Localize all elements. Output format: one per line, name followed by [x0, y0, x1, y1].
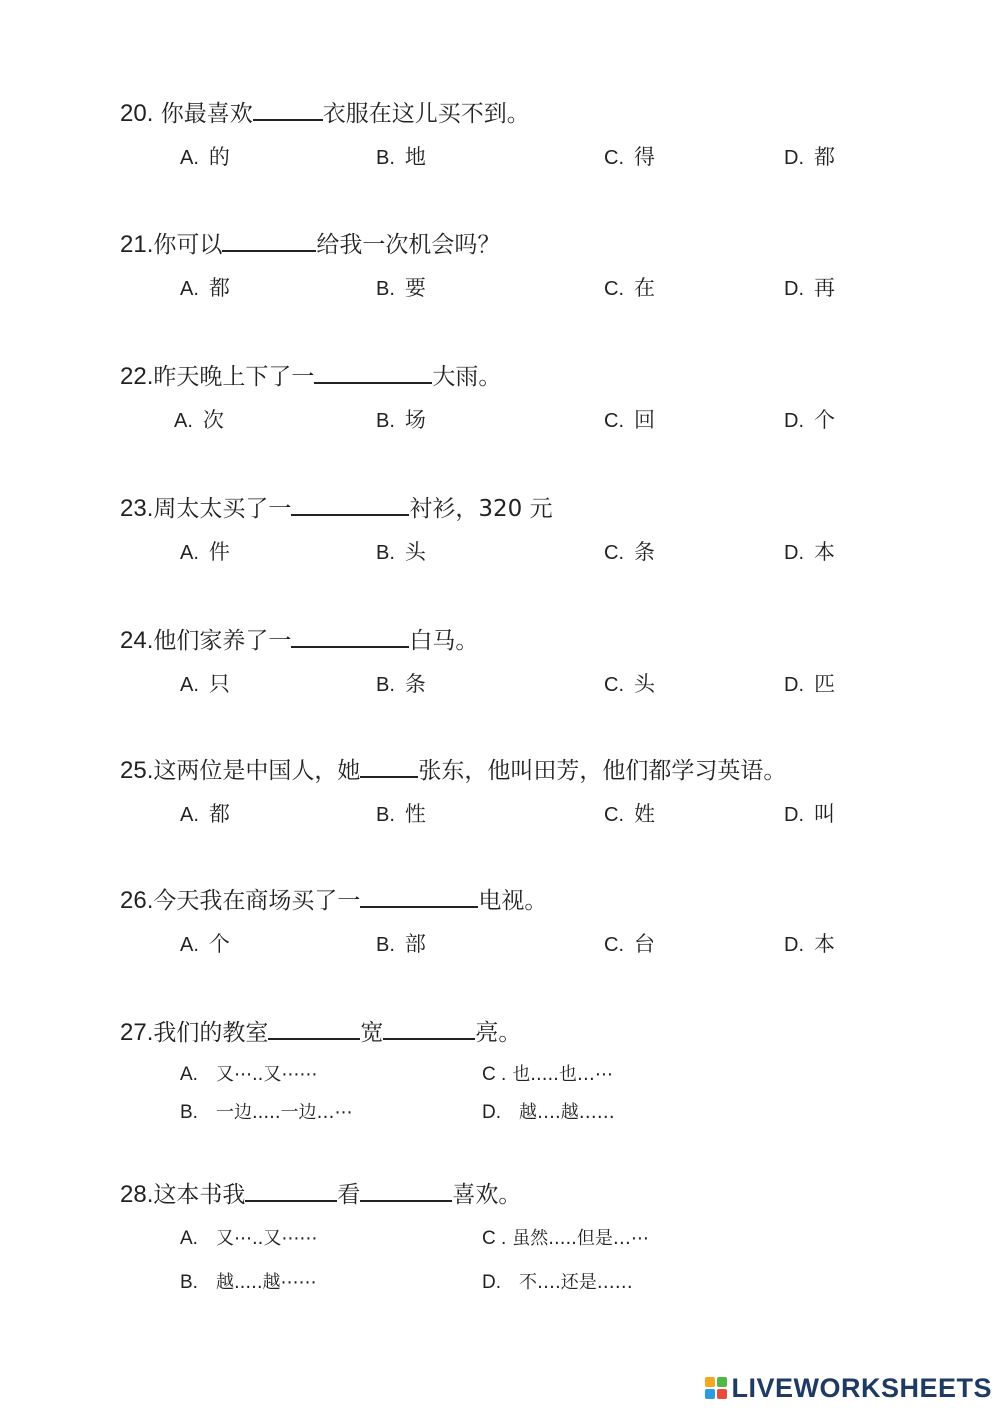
- logo-mark-icon: [705, 1377, 727, 1399]
- question-stem: [120, 494, 553, 524]
- question-stem: [120, 626, 478, 656]
- option-a[interactable]: A. 又⋯..又⋯⋯: [180, 1064, 318, 1085]
- stem-text-middle: 看: [337, 1182, 361, 1208]
- option-d[interactable]: D. 个: [784, 408, 835, 432]
- stem-text-before: 我们的教室: [153, 1020, 269, 1046]
- option-d[interactable]: D. 本: [784, 540, 835, 564]
- question-number: 21.: [120, 231, 154, 258]
- stem-text-after: 亮。: [475, 1020, 522, 1046]
- stem-text-before: 今天我在商场买了一: [153, 888, 361, 914]
- stem-text-after: 衣服在这儿买不到。: [322, 101, 530, 127]
- option-d[interactable]: D. 不….还是……: [482, 1272, 633, 1293]
- answer-blank-1[interactable]: [245, 1196, 337, 1202]
- option-a[interactable]: A. 都: [180, 276, 230, 300]
- option-d[interactable]: D. 匹: [784, 672, 835, 696]
- question-stem: [120, 756, 786, 786]
- option-a[interactable]: A. 件: [180, 540, 230, 564]
- stem-text-before: 昨天晚上下了一: [153, 364, 315, 390]
- option-b[interactable]: B. 要: [376, 276, 426, 300]
- option-c[interactable]: C. 姓: [604, 802, 655, 826]
- option-b[interactable]: B. 性: [376, 802, 426, 826]
- option-a[interactable]: A. 次: [174, 408, 224, 432]
- option-a[interactable]: A. 个: [180, 932, 230, 956]
- option-d[interactable]: D. 本: [784, 932, 835, 956]
- option-c[interactable]: C. 回: [604, 408, 655, 432]
- option-c[interactable]: C . 也.....也…⋯: [482, 1064, 613, 1085]
- question-number: 24.: [120, 627, 154, 654]
- option-b[interactable]: B. 头: [376, 540, 426, 564]
- option-c[interactable]: C. 在: [604, 276, 655, 300]
- question-stem: [120, 1018, 521, 1048]
- stem-text-before: 你可以: [153, 232, 223, 258]
- answer-blank[interactable]: [291, 642, 409, 648]
- answer-blank[interactable]: [253, 115, 323, 121]
- option-c[interactable]: C. 条: [604, 540, 655, 564]
- option-a[interactable]: A. 都: [180, 802, 230, 826]
- option-d[interactable]: D. 叫: [784, 802, 835, 826]
- option-b[interactable]: B. 条: [376, 672, 426, 696]
- option-c[interactable]: C. 头: [604, 672, 655, 696]
- answer-blank[interactable]: [291, 510, 409, 516]
- option-b[interactable]: B. 部: [376, 932, 426, 956]
- liveworksheets-logo: [705, 1371, 992, 1405]
- option-d[interactable]: D. 再: [784, 276, 835, 300]
- stem-text-after: 白马。: [409, 628, 479, 654]
- stem-text-before: 这本书我: [153, 1182, 246, 1208]
- question-stem: [120, 99, 530, 129]
- option-a[interactable]: A. 只: [180, 672, 230, 696]
- stem-text-middle: 宽: [360, 1020, 384, 1046]
- option-b[interactable]: B. 地: [376, 145, 426, 169]
- stem-text-after: 电视。: [478, 888, 548, 914]
- question-stem: [120, 230, 500, 260]
- stem-text-after: 衬衫，320 元: [409, 496, 553, 522]
- question-number: 23.: [120, 495, 154, 522]
- option-a[interactable]: A. 的: [180, 145, 230, 169]
- stem-text-after: 张东，他叫田芳，他们都学习英语。: [418, 758, 787, 784]
- question-stem: [120, 362, 501, 392]
- stem-text-after: 喜欢。: [452, 1182, 522, 1208]
- option-b[interactable]: B. 一边.....一边…⋯: [180, 1102, 353, 1123]
- stem-text-before: 这两位是中国人，她: [153, 758, 361, 784]
- stem-text-after: 大雨。: [432, 364, 502, 390]
- question-number: 25.: [120, 757, 154, 784]
- question-stem: [120, 886, 547, 916]
- option-b[interactable]: B. 越.....越⋯⋯: [180, 1272, 317, 1293]
- logo-text: LIVEWORKSHEETS: [731, 1372, 992, 1403]
- option-d[interactable]: D. 越….越……: [482, 1102, 615, 1123]
- stem-text-before: 你最喜欢: [160, 101, 253, 127]
- question-number: 20.: [120, 100, 154, 127]
- question-number: 26.: [120, 887, 154, 914]
- question-number: 22.: [120, 363, 154, 390]
- question-number: 28.: [120, 1181, 154, 1208]
- answer-blank[interactable]: [360, 772, 418, 778]
- question-number: 27.: [120, 1019, 154, 1046]
- option-c[interactable]: C . 虽然.....但是…⋯: [482, 1228, 649, 1249]
- answer-blank-1[interactable]: [268, 1034, 360, 1040]
- stem-text-before: 周太太买了一: [153, 496, 292, 522]
- answer-blank[interactable]: [314, 378, 432, 384]
- answer-blank[interactable]: [360, 902, 478, 908]
- answer-blank[interactable]: [222, 246, 316, 252]
- stem-text-after: 给我一次机会吗？: [316, 232, 501, 258]
- answer-blank-2[interactable]: [383, 1034, 475, 1040]
- option-c[interactable]: C. 台: [604, 932, 655, 956]
- stem-text-before: 他们家养了一: [153, 628, 292, 654]
- option-b[interactable]: B. 场: [376, 408, 426, 432]
- option-a[interactable]: A. 又⋯..又⋯⋯: [180, 1228, 318, 1249]
- option-d[interactable]: D. 都: [784, 145, 835, 169]
- answer-blank-2[interactable]: [360, 1196, 452, 1202]
- option-c[interactable]: C. 得: [604, 145, 655, 169]
- question-stem: [120, 1180, 521, 1210]
